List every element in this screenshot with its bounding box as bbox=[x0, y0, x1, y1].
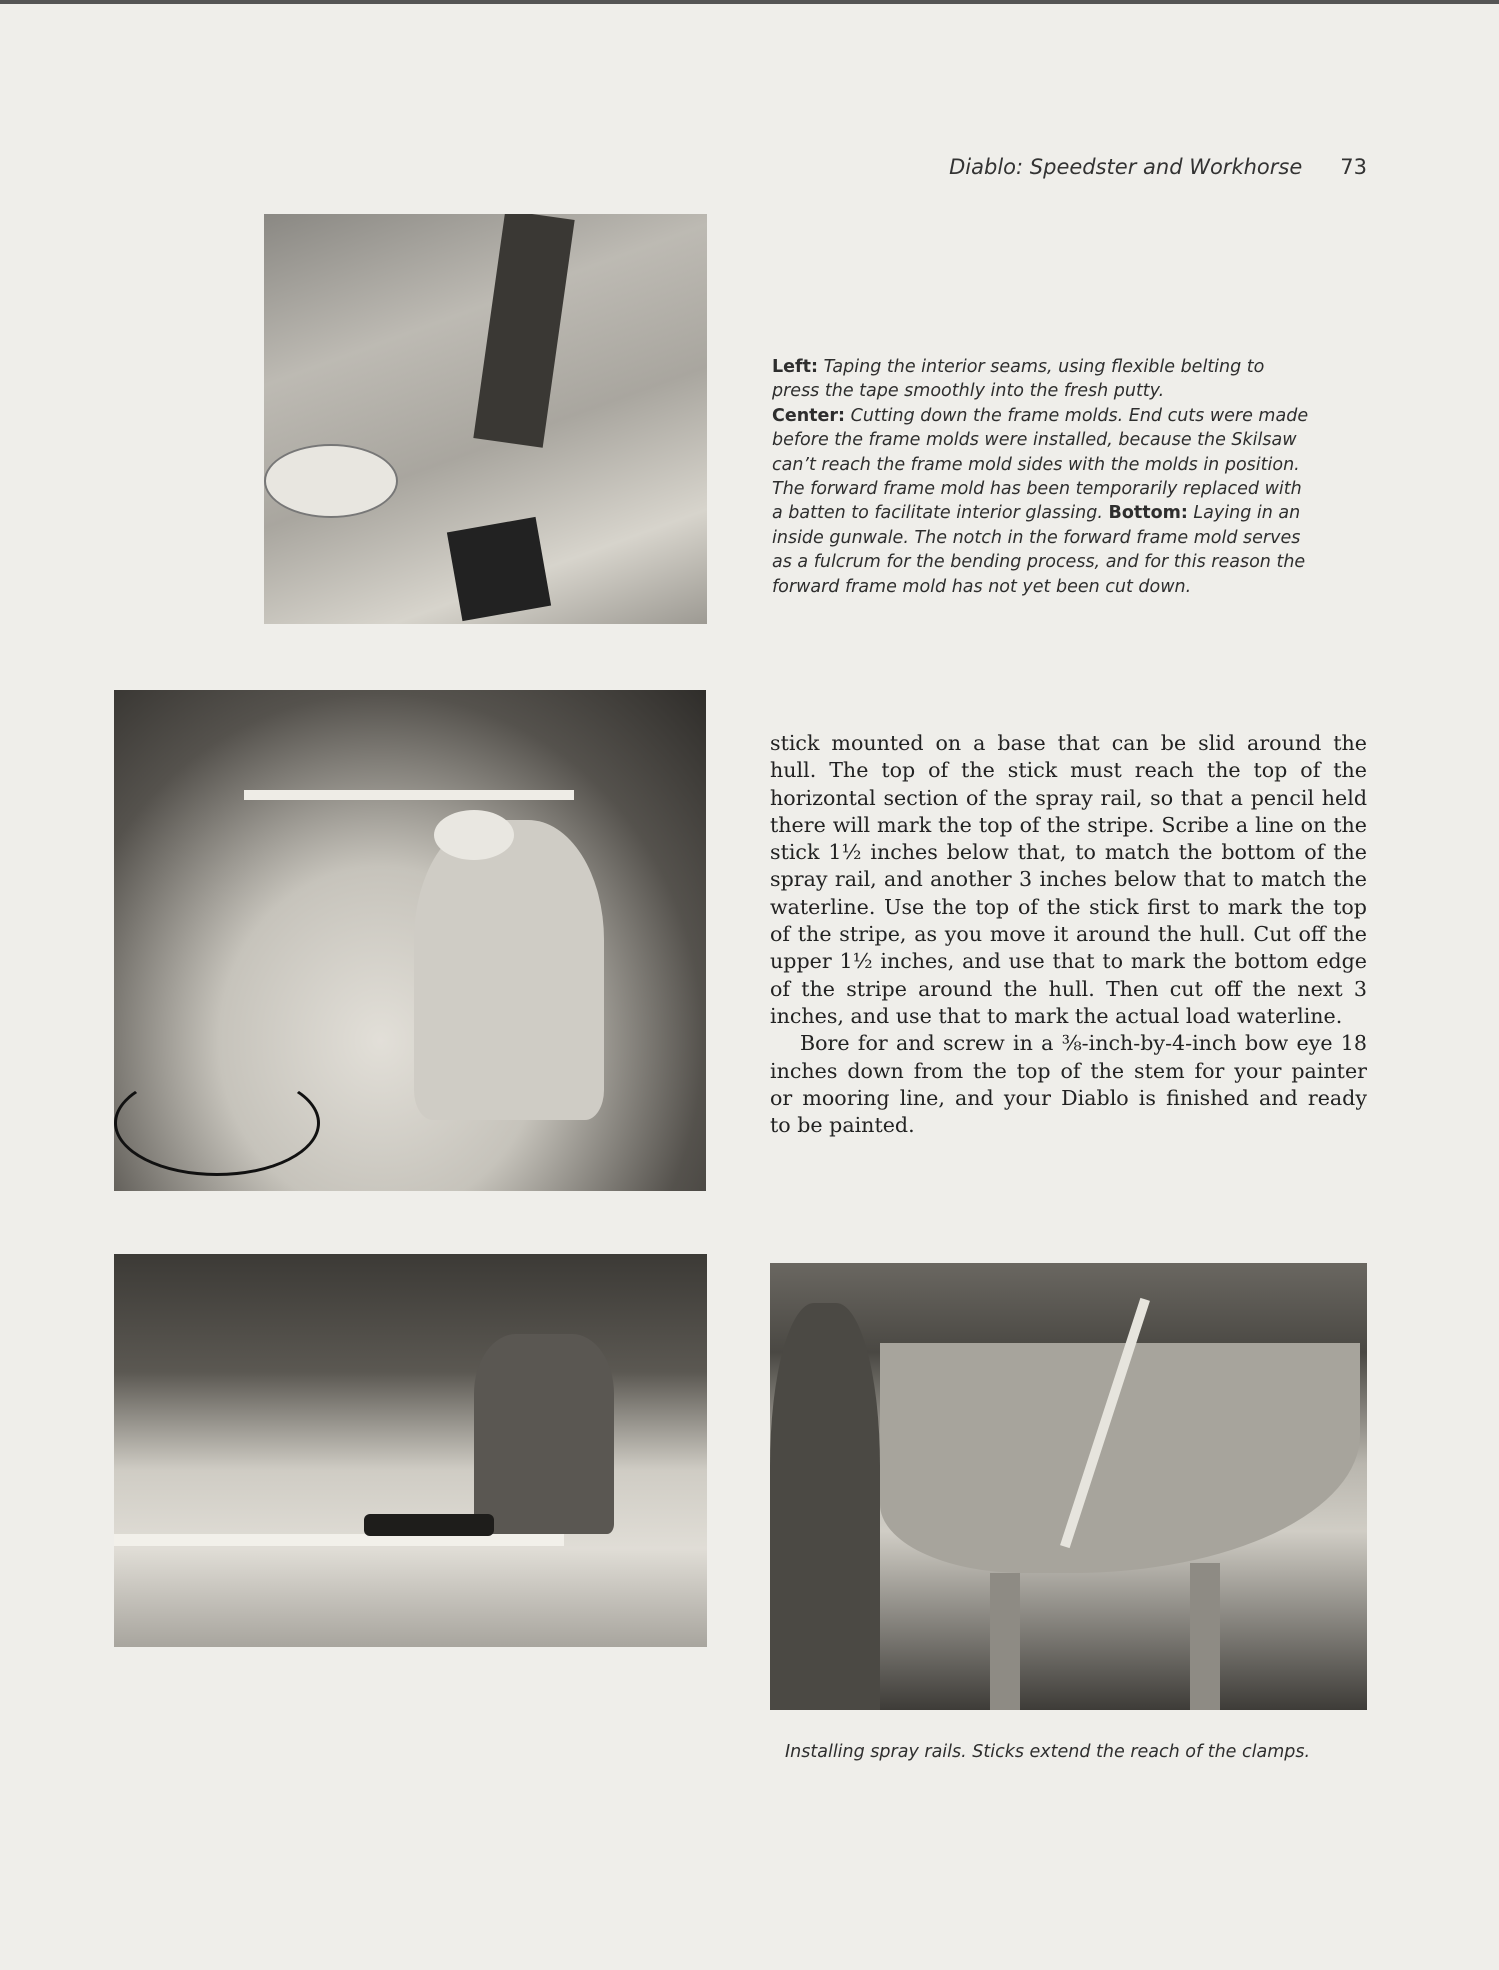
caption-center-text: Cutting down the frame molds. End cuts were made before the frame molds were installed, because the Skilsaw can’t reach the frame mold sides with the molds in position. The forward frame mold has been temporarily replaced with a batten to facilitate interior glassing. bbox=[772, 405, 1309, 524]
photo-caption-bottom: Installing spray rails. Sticks extend the reach of the clamps. bbox=[785, 1742, 1311, 1762]
caption-center-label: Center: bbox=[772, 405, 846, 426]
body-line: to be painted. bbox=[770, 1113, 915, 1138]
caption-bottom-label: Bottom: bbox=[1108, 503, 1188, 524]
body-line: Bore for and screw in a ⅜-inch-by-4-inch bow eye 18 bbox=[800, 1031, 1367, 1056]
body-line: stick 1½ inches below that, to match the bottom of the bbox=[770, 840, 1367, 865]
running-header bbox=[949, 155, 1367, 179]
caption-left-label: Left: bbox=[772, 357, 818, 377]
body-line: stick mounted on a base that can be slid around the bbox=[770, 731, 1367, 755]
body-line: of the stripe, as you move it around the hull. Cut off the bbox=[770, 922, 1367, 947]
body-text bbox=[770, 730, 1367, 1139]
caption-left-text: Taping the interior seams, using flexible belting to press the tape smoothly into the fresh putty. bbox=[772, 357, 1265, 402]
body-line: hull. The top of the stick must reach the top of the bbox=[770, 758, 1367, 783]
body-line: upper 1½ inches, and use that to mark the bottom edge bbox=[770, 949, 1367, 974]
page-number: 73 bbox=[1340, 155, 1367, 179]
scan-edge bbox=[0, 0, 1499, 4]
photo-installing-spray-rails bbox=[770, 1263, 1367, 1710]
body-line: of the stripe around the hull. Then cut off the next 3 bbox=[770, 976, 1367, 1001]
caption-bottom-text: Laying in an inside gunwale. The notch in the forward frame mold serves as a fulcrum for the bending process, and for this reason the forward frame mold has not yet been cut down. bbox=[772, 503, 1306, 597]
body-line: inches, and use that to mark the actual load waterline. bbox=[770, 1003, 1343, 1028]
chapter-title: Diablo: Speedster and Workhorse bbox=[949, 155, 1303, 179]
body-line: inches down from the top of the stem for your painter bbox=[770, 1058, 1367, 1083]
body-line: spray rail, and another 3 inches below that to match the bbox=[770, 867, 1367, 892]
photo-taping-seams bbox=[264, 214, 707, 624]
body-line: waterline. Use the top of the stick first to mark the top bbox=[770, 894, 1367, 919]
photo-caption-top bbox=[772, 355, 1312, 599]
body-line: horizontal section of the spray rail, so that a pencil held bbox=[770, 785, 1367, 810]
body-line: there will mark the top of the stripe. Scribe a line on the bbox=[770, 812, 1367, 837]
photo-laying-gunwale bbox=[114, 1254, 707, 1647]
photo-cutting-frame-molds bbox=[114, 690, 706, 1191]
body-line: or mooring line, and your Diablo is finished and ready bbox=[770, 1085, 1367, 1110]
